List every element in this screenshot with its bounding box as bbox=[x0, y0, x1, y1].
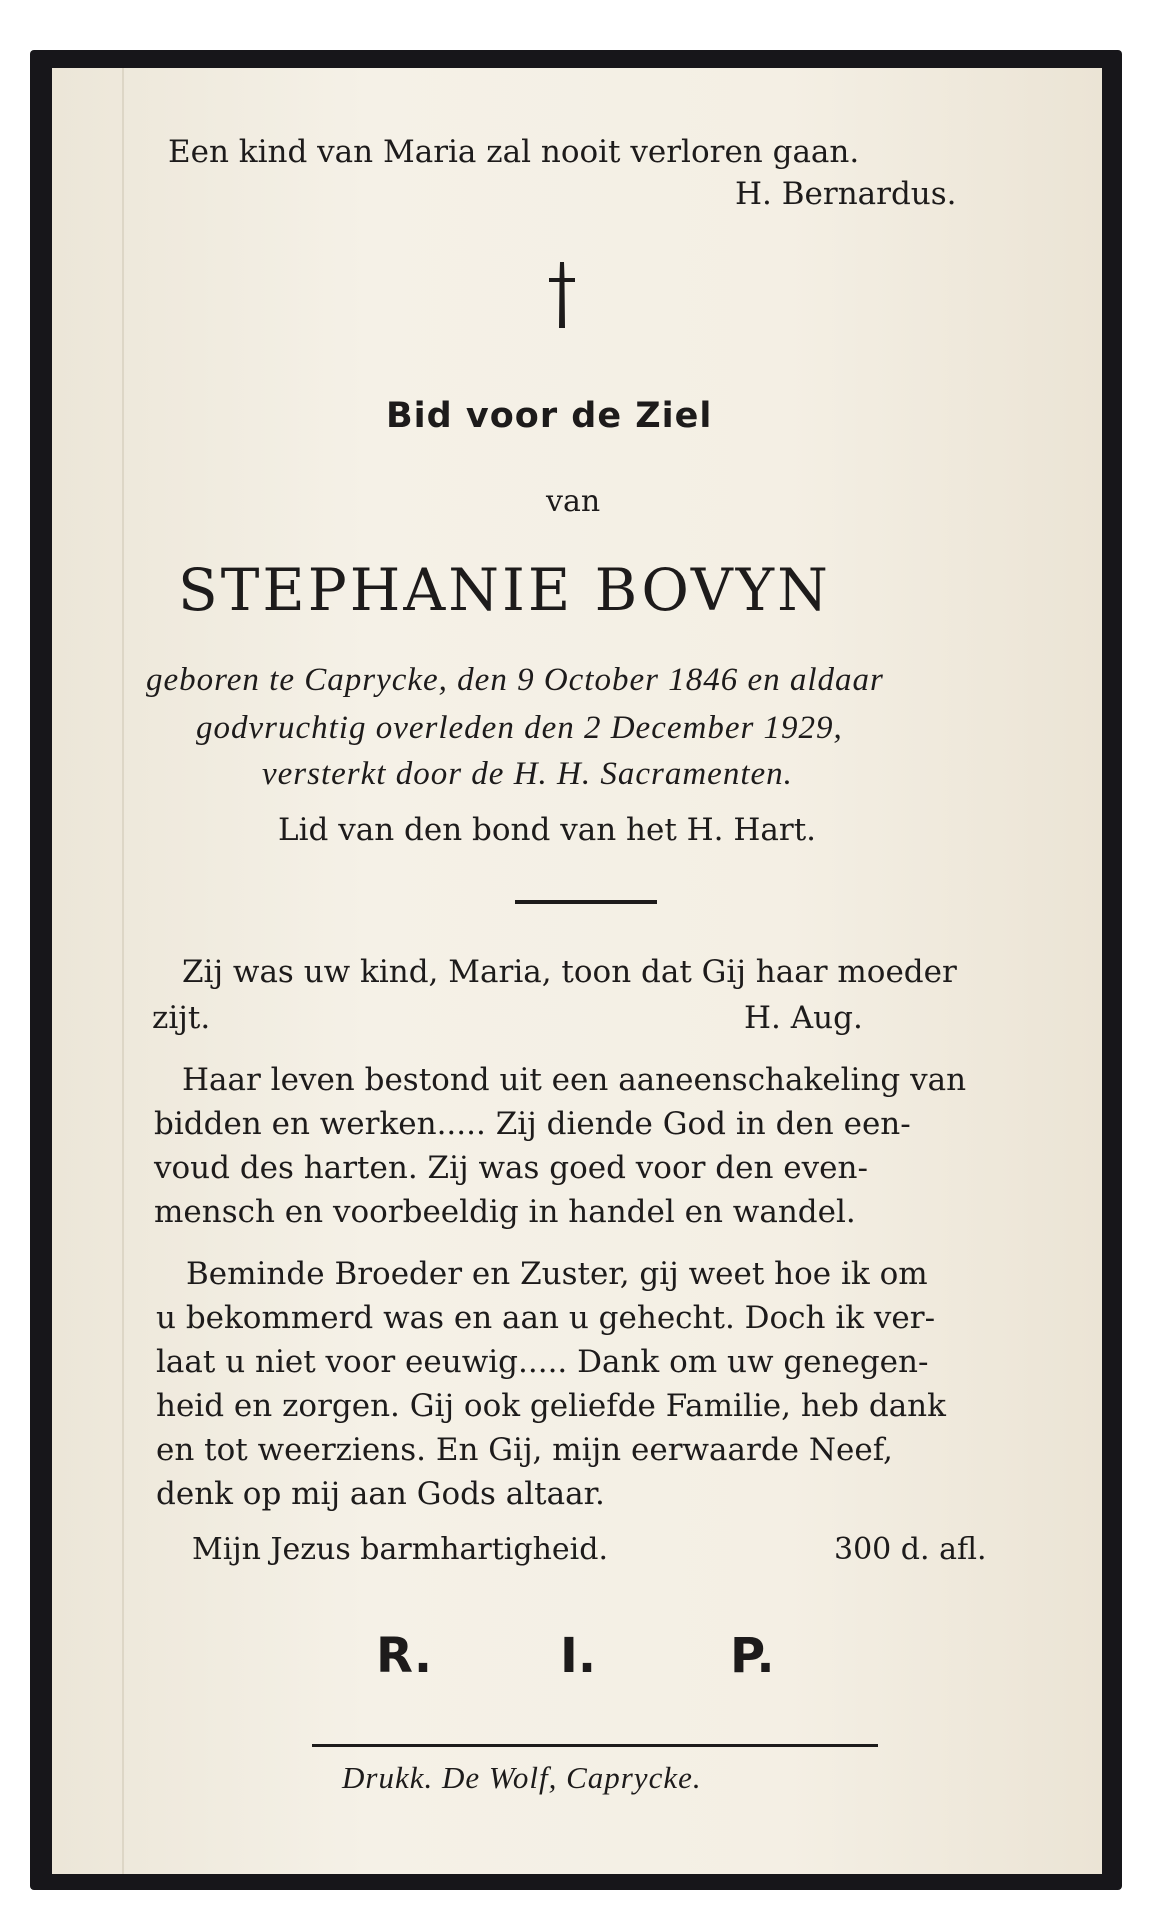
paragraph2-line: en tot weerziens. En Gij, mijn eerwaarde Neef, bbox=[156, 1432, 893, 1468]
paragraph1-line: voud des harten. Zij was goed voor den even- bbox=[154, 1150, 868, 1186]
mary-quote-line1: Zij was uw kind, Maria, toon dat Gij haar moeder bbox=[182, 954, 957, 990]
paragraph2-line: Beminde Broeder en Zuster, gij weet hoe ik om bbox=[186, 1256, 928, 1292]
deceased-name: STEPHANIE BOVYN bbox=[178, 556, 831, 624]
separator-rule bbox=[515, 900, 657, 904]
death-line: godvruchtig overleden den 2 December 1929, bbox=[196, 710, 843, 746]
rip-r: R. bbox=[376, 1628, 433, 1684]
paragraph1-line: Haar leven bestond uit een aaneenschakeling van bbox=[182, 1062, 967, 1098]
mary-quote-line2: zijt. bbox=[152, 1000, 211, 1036]
printer-rule bbox=[312, 1744, 878, 1747]
paragraph2-line: heid en zorgen. Gij ook geliefde Familie, heb dank bbox=[156, 1388, 946, 1424]
paragraph1-line: mensch en voorbeeldig in handel en wandel. bbox=[154, 1194, 856, 1230]
motto-quote: Een kind van Maria zal nooit verloren gaan. bbox=[168, 134, 860, 170]
motto-author: H. Bernardus. bbox=[735, 176, 957, 212]
paragraph2-line: denk op mij aan Gods altaar. bbox=[156, 1476, 605, 1512]
fold-line bbox=[122, 68, 124, 1874]
sacraments-line: versterkt door de H. H. Sacramenten. bbox=[262, 756, 793, 792]
birth-line: geboren te Caprycke, den 9 October 1846 en aldaar bbox=[146, 662, 884, 698]
membership-line: Lid van den bond van het H. Hart. bbox=[278, 812, 817, 848]
paragraph2-line: u bekommerd was en aan u gehecht. Doch ik ver- bbox=[156, 1300, 936, 1336]
van-label: van bbox=[546, 484, 601, 519]
pray-heading: Bid voor de Ziel bbox=[386, 396, 713, 436]
cross-icon bbox=[548, 262, 576, 328]
paragraph2-line: laat u niet voor eeuwig..... Dank om uw genegen- bbox=[156, 1344, 929, 1380]
indulgence-days: 300 d. afl. bbox=[834, 1532, 987, 1567]
rip-p: P. bbox=[730, 1628, 775, 1684]
printer-imprint: Drukk. De Wolf, Caprycke. bbox=[342, 1760, 702, 1795]
indulgence-prayer: Mijn Jezus barmhartigheid. bbox=[192, 1532, 609, 1567]
rip-i: I. bbox=[560, 1628, 597, 1684]
paragraph1-line: bidden en werken..... Zij diende God in den een- bbox=[154, 1106, 911, 1142]
mary-quote-author: H. Aug. bbox=[744, 1000, 863, 1036]
